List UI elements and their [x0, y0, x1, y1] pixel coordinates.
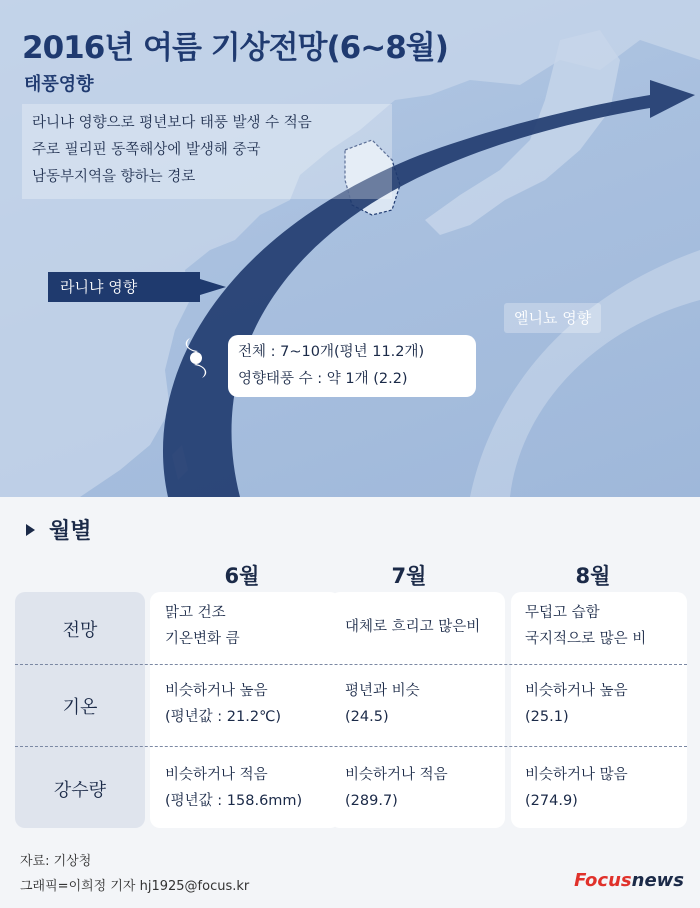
cell-line: 비슷하거나 높음 — [165, 683, 268, 699]
brand-prefix: Focus — [574, 870, 632, 891]
lanina-label: 라니냐 영향 — [48, 272, 200, 302]
focusnews-logo — [574, 870, 684, 891]
cell-line: 국지적으로 많은 비 — [525, 631, 647, 647]
cell-line: 무덥고 습함 — [525, 605, 600, 621]
page-title: 2016년 여름 기상전망(6~8월) — [22, 30, 448, 66]
cell-line: 평년과 비슷 — [345, 683, 420, 699]
table-cell — [525, 678, 628, 730]
description-box — [22, 104, 392, 199]
credit-text: 그래픽=이희정 기자 hj1925@focus.kr — [20, 879, 250, 894]
table-cell — [525, 600, 646, 652]
cell-line: 맑고 건조 — [165, 605, 226, 621]
description-line: 라니냐 영향으로 평년보다 태풍 발생 수 적음 — [32, 115, 312, 131]
cell-line: 기온변화 큼 — [165, 631, 240, 647]
month-header-7: 7월 — [391, 564, 427, 588]
typhoon-total: 전체 : 7~10개(평년 11.2개) — [238, 344, 425, 360]
cell-line: (25.1) — [525, 709, 569, 725]
typhoon-info-box — [228, 335, 476, 397]
cell-line: 대체로 흐리고 많은비 — [345, 619, 481, 635]
triangle-right-icon — [26, 524, 35, 536]
section-subtitle: 태풍영향 — [24, 74, 94, 95]
table-cell — [525, 762, 628, 814]
brand-suffix: news — [631, 870, 684, 891]
month-header-6: 6월 — [224, 564, 260, 588]
monthly-heading — [26, 514, 92, 545]
elnino-arc — [470, 250, 700, 497]
elnino-label: 엘니뇨 영향 — [504, 303, 601, 333]
cell-line: 비슷하거나 많음 — [525, 767, 628, 783]
table-cell — [165, 678, 281, 730]
row-label-precipitation: 강수량 — [53, 780, 107, 801]
monthly-heading-text: 월별 — [49, 519, 92, 544]
cell-line: (평년값 : 158.6mm) — [165, 793, 303, 809]
description-line: 남동부지역을 향하는 경로 — [32, 169, 196, 185]
row-divider — [15, 746, 687, 747]
typhoon-affecting: 영향태풍 수 : 약 1개 (2.2) — [238, 371, 408, 387]
row-label-forecast: 전망 — [62, 620, 98, 641]
cell-line: 비슷하거나 적음 — [165, 767, 268, 783]
cell-line: (평년값 : 21.2℃) — [165, 709, 282, 725]
cell-line: 비슷하거나 높음 — [525, 683, 628, 699]
table-cell — [345, 762, 448, 814]
table-cell — [165, 762, 302, 814]
cell-line: (24.5) — [345, 709, 389, 725]
table-cell — [345, 614, 480, 640]
description-line: 주로 필리핀 동쪽해상에 발생해 중국 — [32, 142, 261, 158]
cell-line: 비슷하거나 적음 — [345, 767, 448, 783]
table-cell — [345, 678, 420, 730]
source-text: 자료: 기상청 — [20, 854, 92, 869]
typhoon-icon — [176, 336, 216, 380]
row-label-temperature: 기온 — [62, 697, 98, 718]
cell-line: (274.9) — [525, 793, 578, 809]
row-divider — [15, 664, 687, 665]
monthly-table — [15, 592, 687, 828]
cell-line: (289.7) — [345, 793, 398, 809]
month-header-8: 8월 — [575, 564, 611, 588]
table-cell — [165, 600, 240, 652]
